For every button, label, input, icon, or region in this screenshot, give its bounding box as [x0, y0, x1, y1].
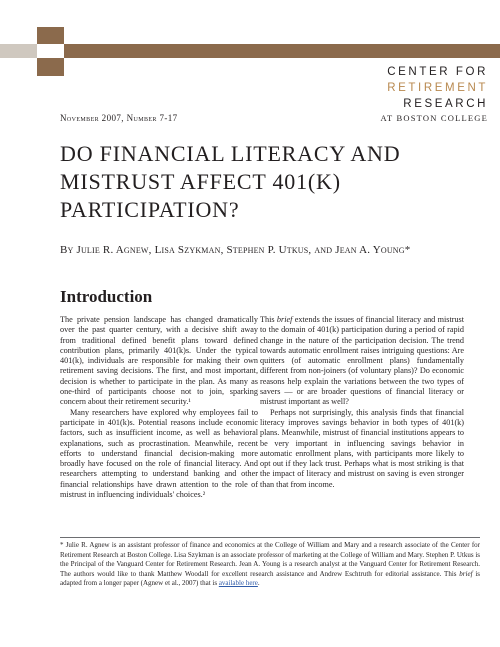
paragraph: Many researchers have explored why employees fail to participate in 401(k)s. Potential reasons include economic factors, such as insufficient income, as well as behavioral explanations, such as procrastination. Meanwhile, recent efforts to understand financial decision-making more broadly have focused on the role of financial literacy. And researchers attempting to understand banking and other financial relationships have drawn attention to the role of mistrust in influencing individuals' choices.²: [60, 407, 258, 500]
text-run: extends the issues of financial literacy and mistrust to the domain of 401(k) participation during a period of rapid change in the nature of the participation decision. The trend towards automatic enrollment raises intriguing questions: Are quitters (of automatic enrollment plans) fundamentally different from non-joiners (of voluntary plans)? Do economic reasons help explain the variations between the two types of savers — or are broader questions of financial literacy or mistrust important as well?: [260, 315, 464, 407]
logo-line-1: CENTER FOR: [387, 66, 488, 78]
header-bar-light-segment: [0, 44, 37, 58]
issue-date: November 2007, Number 7-17: [60, 113, 178, 123]
footnote-divider: [60, 537, 480, 538]
logo-line-3: RESEARCH: [403, 98, 488, 110]
right-column: [260, 315, 464, 490]
section-heading: Introduction: [60, 287, 153, 306]
page-title: [60, 140, 480, 224]
available-here-link[interactable]: available here: [218, 579, 258, 588]
text-run: is adapted from a longer paper (Agnew et al., 2007) that is: [60, 569, 480, 588]
left-column: [60, 315, 258, 500]
paragraph: The private pension landscape has changed dramatically over the past quarter century, with a decisive shift away from traditional defined benefit plans toward defined contribution plans, primarily 401(k)s. Under the typical 401(k), individuals are responsible for making their own retirement saving decisions. The first, and most important, decision is whether to participate in the plan. As many as one-third of participants choose not to join, sparking concern about their retirement security.¹: [60, 315, 258, 407]
author-byline: By Julie R. Agnew, Lisa Szykman, Stephen P. Utkus, and Jean A. Young*: [60, 244, 411, 256]
title-line-3: PARTICIPATION?: [60, 197, 240, 222]
header-bar: [0, 44, 500, 58]
paragraph: [260, 315, 464, 408]
text-run: .: [257, 579, 260, 588]
logo-line-2: RETIREMENT: [387, 82, 488, 94]
header-bar-dark-segment: [64, 44, 500, 58]
author-footnote: [60, 541, 480, 589]
title-line-2: MISTRUST AFFECT 401(K): [60, 169, 341, 194]
text-run: This: [260, 315, 277, 324]
logo-line-4: AT BOSTON COLLEGE: [380, 113, 488, 123]
text-run: * Julie R. Agnew is an assistant professor of finance and economics at the College of William and Mary and a research associate of the Center for Retirement Research at Boston College. Lisa Szykman is an associate professor of marketing at the College of William and Mary. Stephen P. Utkus is the Principal of the Vanguard Center for Retirement Research. Jean A. Young is a research analyst at the Vanguard Center for Retirement Research. The authors would like to thank Matthew Woodall for excellent research assistance and Andrew Eschtruth for editorial assistance. This: [60, 541, 480, 578]
title-line-1: DO FINANCIAL LITERACY AND: [60, 141, 401, 166]
center-logo: [338, 64, 488, 124]
header-square-top: [37, 27, 64, 44]
italic-text: brief: [459, 569, 473, 578]
paragraph: Perhaps not surprisingly, this analysis finds that financial literacy improves savings behavior in both types of 401(k) plans. Meanwhile, mistrust of financial institutions appears to be very important in influencing savings behavior in automatic enrollment plans, with participants more likely to opt out if they lack trust. Perhaps what is most striking is that the impact of literacy and mistrust on saving is even stronger than that from income.: [260, 407, 464, 489]
italic-text: brief: [276, 315, 293, 324]
header-square-bottom: [37, 58, 64, 76]
